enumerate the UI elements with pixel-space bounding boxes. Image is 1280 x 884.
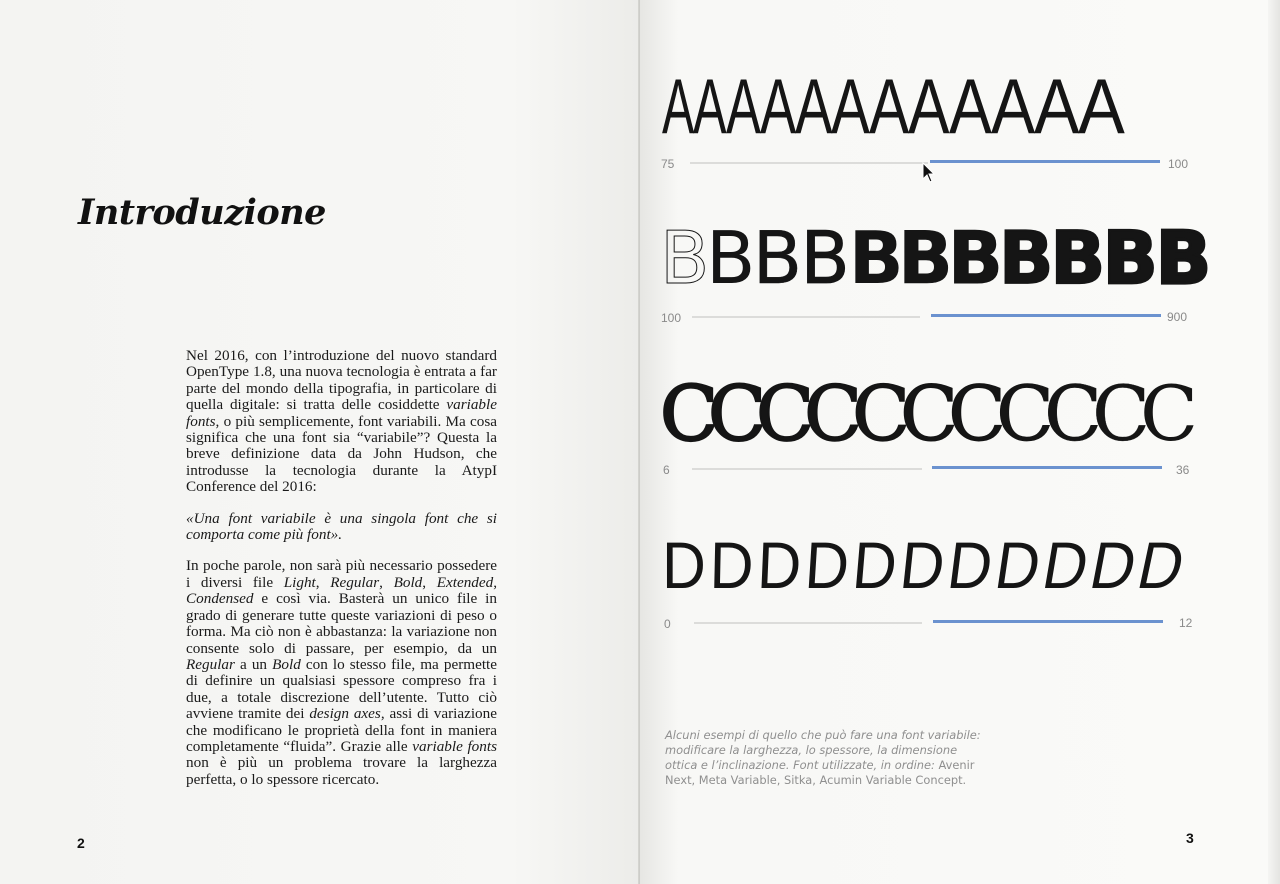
- term-light: Light: [283, 573, 316, 591]
- term-bold: Bold: [393, 573, 423, 591]
- glyph-c: C: [756, 369, 815, 458]
- glyph-c: C: [804, 369, 863, 458]
- glyph-c: C: [852, 369, 911, 458]
- glyph-a: A: [948, 62, 992, 150]
- glyph-row-optical-size: [660, 369, 1199, 458]
- mouse-pointer-icon: [922, 162, 936, 184]
- glyph-a: A: [831, 62, 871, 150]
- glyph-b: B: [1050, 216, 1104, 300]
- page-number-right: 3: [1186, 830, 1194, 846]
- glyph-b: B: [706, 216, 754, 300]
- glyph-b: B: [660, 216, 708, 300]
- axis-min-label: 0: [664, 617, 671, 631]
- slider-track-active[interactable]: [933, 620, 1163, 623]
- axis-min-label: 100: [661, 311, 682, 325]
- text-segment: non è più un problema trovare la larghezza perfetta, o lo spessore ricercato.: [186, 754, 497, 788]
- glyph-c: C: [708, 369, 767, 458]
- axis-max-label: 900: [1167, 310, 1188, 324]
- text-segment: a un: [234, 655, 273, 673]
- term-regular: Regular: [186, 655, 235, 673]
- text-segment: In poche parole, non sarà più necessario possedere i diversi file: [186, 557, 497, 591]
- slider-track-inactive: [694, 622, 922, 624]
- paragraph-intro-text-a: Nel 2016, con l’introduzione del nuovo standard OpenType 1.8, una nuova tecnologia è entrata a far parte del mondo della tipografia, in particolare di quella digitale: si tratta delle cosiddette: [186, 347, 497, 414]
- slider-track-active[interactable]: [932, 466, 1162, 469]
- glyph-a: A: [908, 62, 950, 150]
- glyph-d: D: [990, 528, 1046, 602]
- glyph-d: D: [1084, 528, 1143, 602]
- glyph-c: C: [1140, 369, 1199, 458]
- term-regular: Regular: [330, 573, 380, 591]
- glyph-b: B: [897, 216, 951, 300]
- glyph-b: B: [1102, 216, 1156, 300]
- term-condensed: Condensed: [186, 590, 254, 608]
- page-edge: [1268, 0, 1280, 884]
- axis-min-label: 6: [663, 463, 670, 477]
- term-variable-fonts: variable fonts: [412, 737, 497, 755]
- axis-max-label: 36: [1176, 463, 1190, 477]
- separator: ,: [379, 573, 394, 591]
- glyph-a: A: [693, 62, 727, 150]
- slider-track-active[interactable]: [930, 160, 1160, 163]
- slider-track-active[interactable]: [931, 314, 1161, 317]
- glyph-d: D: [662, 528, 706, 602]
- glyph-d: D: [943, 528, 997, 602]
- glyph-d: D: [708, 528, 755, 602]
- glyph-a: A: [725, 62, 761, 150]
- separator: ,: [493, 573, 498, 591]
- glyph-d: D: [1131, 528, 1192, 602]
- slider-track-inactive: [690, 162, 928, 164]
- glyph-b: B: [752, 216, 801, 300]
- page-title: Introduzione: [78, 192, 326, 233]
- glyph-a: A: [662, 62, 695, 150]
- glyph-b: B: [1155, 216, 1209, 300]
- axis-max-label: 100: [1168, 157, 1189, 171]
- glyph-a: A: [1078, 62, 1126, 150]
- caption-italic: Alcuni esempi di quello che può fare una font variabile: modificare la larghezza, lo spessore, la dimensione ottica e l’inclinazione. Font utilizzate, in ordine:: [665, 728, 981, 772]
- glyph-a: A: [794, 62, 833, 150]
- glyph-a: A: [759, 62, 796, 150]
- body-text: [186, 348, 497, 803]
- glyph-c: C: [1092, 369, 1151, 458]
- glyph-row-weight: [660, 216, 1210, 300]
- term-extended: Extended: [436, 573, 494, 591]
- separator: ,: [422, 573, 437, 591]
- glyph-a: A: [990, 62, 1035, 150]
- glyph-c: C: [900, 369, 959, 458]
- glyph-row-slant: [662, 528, 1192, 602]
- text-segment: con lo stesso file, ma permette di definire un qualsiasi spessore compreso fra i due, a totale discrezione dell’utente. Tutto ciò avviene tramite dei: [186, 655, 497, 723]
- glyph-c: C: [1044, 369, 1103, 458]
- term-bold: Bold: [272, 655, 301, 673]
- quote: «Una font variabile è una singola font che si comporta come più font».: [186, 509, 497, 544]
- glyph-a: A: [869, 62, 910, 150]
- glyph-c: C: [948, 369, 1007, 458]
- glyph-d: D: [1037, 528, 1095, 602]
- term-design-axes: design axes: [309, 705, 381, 723]
- glyph-b: B: [800, 216, 848, 300]
- text-segment: , assi di variazione che modificano le proprietà della font in maniera completamente “fluida”. Grazie alle: [186, 705, 497, 755]
- glyph-b: B: [848, 216, 902, 300]
- paragraph-intro: [186, 348, 497, 496]
- glyph-c: C: [660, 369, 719, 458]
- paragraph-intro-text-b: , o più semplicemente, font variabili. Ma cosa significa che una font sia “variabile”? Questa la breve definizione data da John Hudson, che introdusse la tecnologia durante la AtypI Conference del 2016:: [186, 412, 497, 496]
- glyph-d: D: [849, 528, 900, 602]
- slider-track-inactive: [692, 316, 920, 318]
- glyph-row-width: [662, 62, 1126, 150]
- glyph-d: D: [896, 528, 949, 602]
- text-segment: e così via. Basterà un unico file in grado di generare tutte queste variazioni di peso o forma. Ma ciò non è abbastanza: la variazione non consente solo di passare, per esempio, da un: [186, 590, 497, 657]
- glyph-c: C: [996, 369, 1055, 458]
- slider-track-inactive: [692, 468, 922, 470]
- axis-max-label: 12: [1179, 616, 1193, 630]
- glyph-b: B: [998, 216, 1052, 300]
- glyph-a: A: [1033, 62, 1080, 150]
- right-page: [640, 0, 1280, 884]
- glyph-b: B: [947, 216, 1001, 300]
- caption-font-list: Avenir Next, Meta Variable, Sitka, Acumin Variable Concept.: [665, 758, 975, 787]
- paragraph-intro-emphasis: variable fonts: [186, 396, 497, 430]
- glyph-d: D: [802, 528, 852, 602]
- page-number-left: 2: [77, 835, 85, 851]
- paragraph-explanation: [186, 558, 497, 788]
- axis-min-label: 75: [661, 157, 675, 171]
- figure-caption: [665, 728, 985, 788]
- glyph-d: D: [755, 528, 803, 602]
- separator: ,: [315, 573, 331, 591]
